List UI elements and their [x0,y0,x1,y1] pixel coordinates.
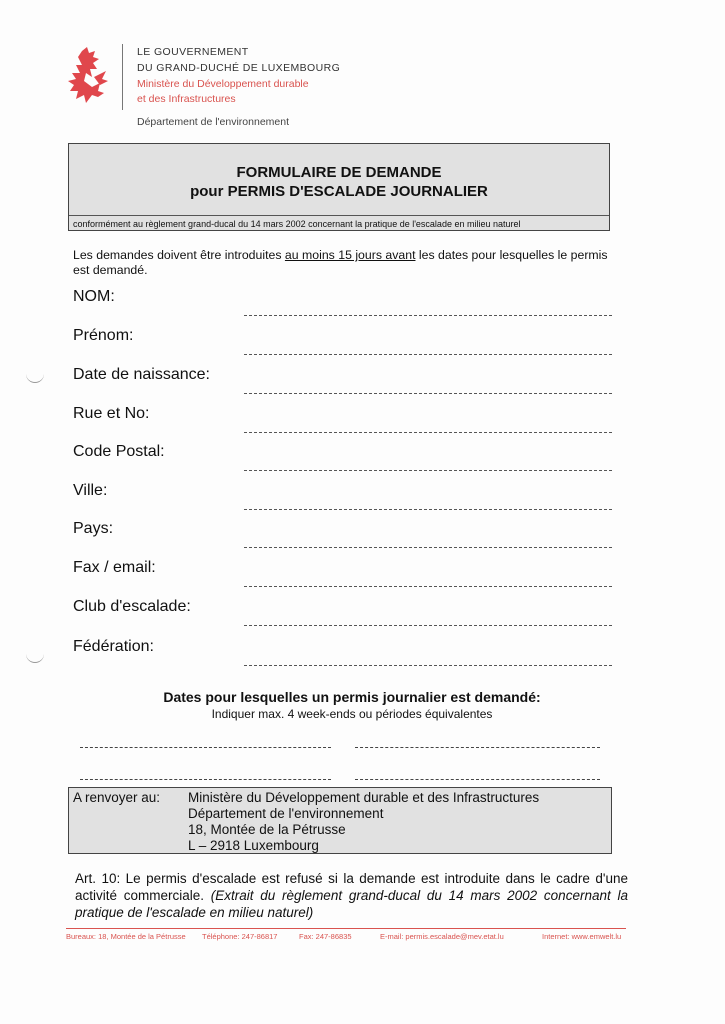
form-title: FORMULAIRE DE DEMANDE [236,164,442,181]
field-code-postal[interactable] [244,470,612,471]
intro-after: les dates pour lesquelles le permis est demandé. [73,248,608,277]
article-source: (Extrait du règlement grand-ducal du 14 mars 2002 concernant la pratique de l'escalade en milieu naturel) [75,888,628,920]
field-fax-email[interactable] [244,586,612,587]
return-line-4: L – 2918 Luxembourg [188,838,319,853]
ministry-line-2: et des Infrastructures [137,93,236,105]
government-line-2: DU GRAND-DUCHÉ DE LUXEMBOURG [137,62,341,74]
label-ville: Ville: [73,482,108,499]
return-line-1: Ministère du Développement durable et des Infrastructures [188,790,540,805]
department-name: Département de l'environnement [137,116,290,128]
article-body: Art. 10: Le permis d'escalade est refusé si la demande est introduite dans le cadre d'une activité commerciale. [75,871,628,903]
dates-instruction: Indiquer max. 4 week-ends ou périodes équivalentes [211,707,493,721]
footer-phone: Téléphone: 247-86817 [202,932,278,941]
title-box [68,143,610,231]
footer-email: E-mail: permis.escalade@mev.etat.lu [380,932,504,941]
date-field-1[interactable] [80,747,331,748]
dates-title: Dates pour lesquelles un permis journalier est demandé: [163,689,541,705]
intro-deadline: au moins 15 jours avant [284,248,416,262]
title-separator [69,215,609,216]
field-date-naissance[interactable] [244,393,612,394]
date-field-4[interactable] [355,779,600,780]
government-line-1: LE GOUVERNEMENT [137,46,249,58]
label-federation: Fédération: [73,638,154,655]
label-nom: NOM: [73,288,115,305]
red-lion-icon [62,47,108,105]
label-pays: Pays: [73,520,114,537]
label-club: Club d'escalade: [73,598,191,615]
footer-fax: Fax: 247-86835 [299,932,352,941]
field-ville[interactable] [244,509,612,510]
field-pays[interactable] [244,547,612,548]
return-label: A renvoyer au: [73,790,161,805]
footer-separator [66,928,626,929]
footer-internet: Internet: www.emwelt.lu [542,932,622,941]
field-nom[interactable] [244,315,612,316]
field-rue[interactable] [244,432,612,433]
label-prenom: Prénom: [73,327,134,344]
label-date-naissance: Date de naissance: [73,366,210,383]
return-address [188,790,539,854]
return-line-3: 18, Montée de la Pétrusse [188,822,346,837]
ministry-line-1: Ministère du Développement durable [137,78,309,90]
intro-before: Les demandes doivent être introduites [73,248,285,262]
form-subtitle: pour PERMIS D'ESCALADE JOURNALIER [190,183,488,200]
article-10-text [75,870,628,921]
label-fax-email: Fax / email: [73,559,156,576]
return-line-2: Département de l'environnement [188,806,384,821]
intro-text [73,248,613,278]
punch-hole [26,372,44,383]
label-rue: Rue et No: [73,405,150,422]
label-code-postal: Code Postal: [73,443,165,460]
field-federation[interactable] [244,665,612,666]
field-prenom[interactable] [244,354,612,355]
date-field-2[interactable] [355,747,600,748]
date-field-3[interactable] [80,779,331,780]
punch-hole [26,652,44,663]
field-club[interactable] [244,625,612,626]
header-divider [122,44,123,110]
return-address-box [68,787,612,854]
regulation-reference: conformément au règlement grand-ducal du 14 mars 2002 concernant la pratique de l'escalade en milieu naturel [73,219,521,229]
footer-address: Bureaux: 18, Montée de la Pétrusse [66,932,186,941]
